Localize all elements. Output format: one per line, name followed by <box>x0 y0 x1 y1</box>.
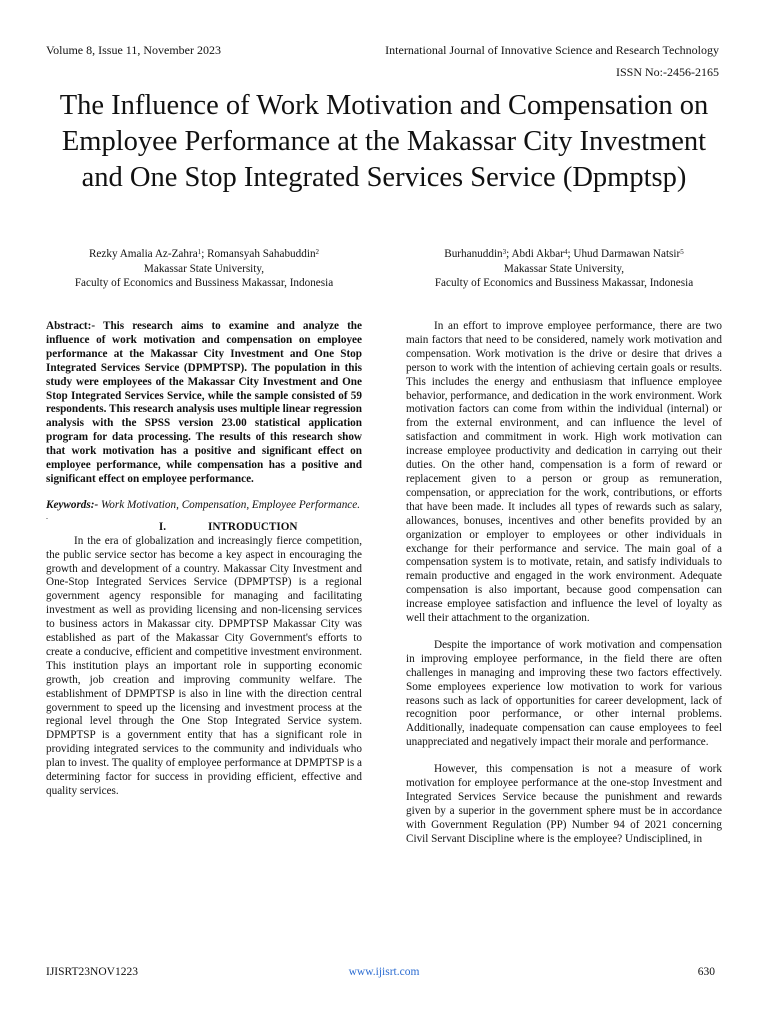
affiliation-faculty: Faculty of Economics and Bussiness Makassar, Indonesia <box>434 277 694 289</box>
authors-right <box>406 247 722 291</box>
section-title: INTRODUCTION <box>208 520 298 533</box>
author-superscript: 2 <box>315 248 320 256</box>
author-name: Uhud Darmawan Natsir <box>573 248 681 260</box>
body-paragraph: In an effort to improve employee performance, there are two main factors that need to be considered, namely work motivation and compensation. Work motivation is the drive or desire that drives a person to work with the intention of achieving certain goals or results. This includes the energy and enthusiasm that influence employee behavior, performance, and dedication in the work environment. Work motivation factors can come from within the individual (internal) or from the external environment, and can influence the level of satisfaction and commitment in work. High work motivation can increase employee productivity and dedication in carrying out their duties. On the other hand, compensation is a form of reward or replacement given to a person or group as remuneration, compensation, or appreciation for the work, contributions, or efforts that have been made. It includes all types of rewards such as salary, allowances, bonuses, incentives and other benefits provided by an organization or employer to employees or other individuals in exchange for their performance and service. The main goal of a compensation system is to motivate, retain, and satisfy individuals to remain productive and engaged in the work environment. Adequate compensation is also important, because good compensation can increase employee satisfaction and influence the level of loyalty as well their attachment to the organization. <box>406 320 722 625</box>
keywords <box>46 499 362 513</box>
volume-info: Volume 8, Issue 11, November 2023 <box>46 43 221 57</box>
author-name: Rezky Amalia Az-Zahra <box>88 248 198 260</box>
keywords-label: Keywords:- <box>46 498 99 511</box>
journal-name: International Journal of Innovative Science and Research Technology <box>385 43 719 57</box>
author-superscript: 1 <box>197 248 202 256</box>
intro-paragraph: In the era of globalization and increasingly fierce competition, the public service sector has become a key aspect in encouraging the growth and development of a country. Makassar City Investment and One-Stop Integrated Services Service (DPMPTSP) is a regional government agency responsible for managing and facilitating investment as well as providing licensing and non-licensing services to business actors in Makassar city. DPMPTSP Makassar City was established as part of the Makassar City Government's efforts to create a conducive, efficient and competitive investment environment. This institution plays an important role in supporting economic growth, job creation and improving community welfare. The establishment of DPMPTSP is also in line with the direction central government to speed up the licensing and investment process at the regional level through the One Stop Integrated Service system. DPMPTSP is a government entity that has a significant role in providing integrated services to the community and individuals who plan to invest. The quality of employee performance at DPMPTSP is a determining factor for success in providing efficient, effective and quality services. <box>46 534 362 797</box>
paper-title: The Influence of Work Motivation and Compensation on Employee Performance at the Makassar City Investment and One Stop Integrated Services Service (Dpmptsp) <box>59 90 709 193</box>
left-column <box>46 320 362 799</box>
paper-code: IJISRT23NOV1223 <box>46 966 138 978</box>
page-number: 630 <box>697 966 715 978</box>
author-superscript: 4 <box>563 248 568 256</box>
issn-number: ISSN No:-2456-2165 <box>615 65 719 79</box>
journal-website-link[interactable]: www.ijisrt.com <box>348 966 420 978</box>
author-separator: ; <box>506 248 512 260</box>
keywords-text: Work Motivation, Compensation, Employee Performance. <box>98 498 361 511</box>
section-heading <box>46 521 362 535</box>
author-superscript: 5 <box>680 248 684 256</box>
author-superscript: 3 <box>502 248 507 256</box>
affiliation-faculty: Faculty of Economics and Bussiness Makassar, Indonesia <box>74 277 334 289</box>
right-column <box>406 320 722 847</box>
affiliation-university: Makassar State University, <box>503 262 625 275</box>
body-paragraph: Despite the importance of work motivation and compensation in improving employee performance, in the field there are often challenges in managing and improving these two factors effectively. Some employees experience low motivation to work for various reasons such as lack of opportunities for career development, lack of recognition poor performance, or other internal problems. Additionally, inadequate compensation can cause employees to feel unappreciated and negatively impact their morale and performance. <box>406 638 722 749</box>
author-separator: ; <box>567 248 574 260</box>
affiliation-university: Makassar State University, <box>143 262 265 275</box>
authors-left <box>46 247 362 291</box>
author-names-right <box>406 247 722 262</box>
body-paragraph: However, this compensation is not a measure of work motivation for employee performance at the one-stop Investment and Integrated Services Service because the punishment and rewards given by a superior in the government sphere must be in accordance with Government Regulation (PP) Number 94 of 2021 concerning Civil Servant Discipline where is the employee? Undisciplined, in <box>406 763 722 845</box>
author-separator: ; <box>201 248 208 260</box>
author-names-left <box>46 247 362 262</box>
author-name: Romansyah Sahabuddin <box>207 248 316 260</box>
author-name: Burhanuddin <box>444 248 503 260</box>
section-number: I. <box>158 520 166 533</box>
stray-dot: . <box>46 511 48 521</box>
author-name: Abdi Akbar <box>511 248 564 260</box>
abstract: Abstract:- This research aims to examine and analyze the influence of work motivation and compensation on employee performance at the Makassar City Investment and One Stop Integrated Services Service (DPMPTSP). The population in this study were employees of the Makassar City Investment and One Stop Integrated Services Service, while the sample consisted of 59 respondents. This research analysis uses multiple linear regression analysis with the SPSS version 23.00 statistical application program for data processing. The results of this research show that work motivation has a positive and significant effect on employee performance, while compensation has a positive and significant effect on employee performance. <box>46 320 362 485</box>
